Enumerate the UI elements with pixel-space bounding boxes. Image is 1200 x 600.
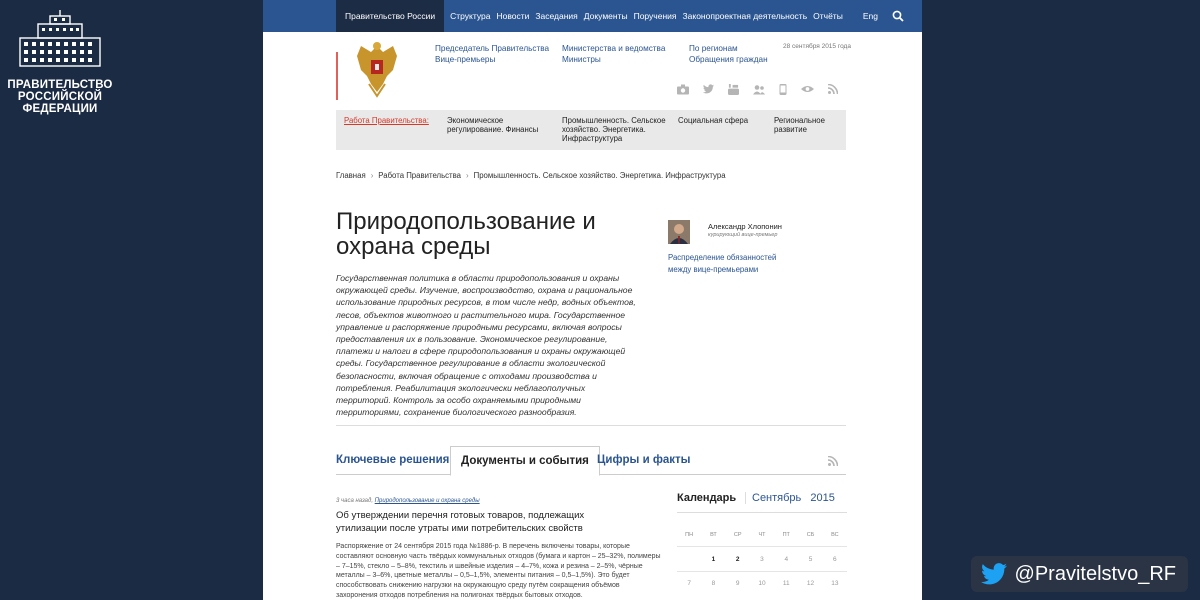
twitter-handle[interactable]: @Pravitelstvo_RF xyxy=(1014,562,1176,585)
website-page xyxy=(263,0,922,600)
nav-item-news[interactable]: Новости xyxy=(496,11,530,21)
secnav-industry[interactable]: Промышленность. Сельское хозяйство. Энергетика. Инфраструктура xyxy=(562,116,666,143)
calendar-day[interactable]: 5 xyxy=(808,556,813,563)
calendar-month-selector[interactable] xyxy=(745,492,835,504)
calendar-day[interactable]: 7 xyxy=(687,580,691,587)
social-icons xyxy=(677,84,838,95)
news-time: 3 часа назад, xyxy=(336,498,373,504)
language-switch[interactable]: Eng xyxy=(862,11,878,21)
rss-icon[interactable] xyxy=(828,84,838,94)
page-title: Природопользование и охрана среды xyxy=(336,208,596,260)
content-tabs xyxy=(336,446,846,475)
main-nav xyxy=(450,11,849,21)
camera-icon[interactable] xyxy=(677,84,689,95)
calendar-day[interactable]: 13 xyxy=(831,580,839,587)
calendar-weekdays xyxy=(677,532,847,538)
news-category-link[interactable]: Природопользование и охрана среды xyxy=(374,498,480,504)
chevron-right-icon: › xyxy=(466,171,469,180)
calendar-day[interactable]: 10 xyxy=(758,580,766,587)
secnav-economy[interactable]: Экономическое регулирование. Финансы xyxy=(447,116,539,134)
nav-item-documents[interactable]: Документы xyxy=(583,11,628,21)
current-date: 28 сентября 2015 года xyxy=(783,43,851,50)
curator-name[interactable]: Александр Хлопонин xyxy=(708,222,782,231)
weekday-fri: ПТ xyxy=(782,532,790,538)
secnav-regional[interactable]: Региональное развитие xyxy=(774,116,825,134)
calendar-day[interactable]: 6 xyxy=(833,556,837,563)
calendar-divider xyxy=(677,571,847,572)
twitter-badge xyxy=(971,556,1188,592)
weekday-tue: ВТ xyxy=(710,532,717,538)
brand-line-3: ФЕДЕРАЦИИ xyxy=(22,103,98,115)
rss-icon[interactable] xyxy=(828,456,838,466)
calendar-year[interactable]: 2015 xyxy=(810,492,835,504)
government-work-label[interactable]: Работа Правительства: xyxy=(344,116,429,125)
calendar-day[interactable]: 11 xyxy=(782,580,790,587)
curator-role: курирующий вице-премьер xyxy=(708,232,778,238)
breadcrumb-government-work[interactable]: Работа Правительства xyxy=(378,171,461,180)
twitter-bird-icon xyxy=(981,563,1007,585)
tab-key-decisions[interactable]: Ключевые решения xyxy=(336,454,450,466)
header-links-col-3 xyxy=(689,43,768,65)
page-description: Государственная политика в области природопользования и охраны окружающей среды. Изучение, воспроизводство, охрана и рациональное использование природных ресурсов, в том числе недр, водных объектов, лесов, объектов животного и растительного мира. Государственное управление и распоряжение природными ресурсами, включая вопросы предоставления их в пользование. Экономическое регулирование, платежи и налоги в сфере природопользования и охраны окружающей среды. Государственное регулирование в области экологической безопасности, включая обращение с отходами производства и потребления. Реабилитация экологически неблагополучных территорий. Контроль за особо охраняемыми природными территориями, сохранение биологического разнообразия. xyxy=(336,273,636,418)
calendar-title: Календарь xyxy=(677,492,737,504)
divider xyxy=(336,425,846,426)
tab-documents-events[interactable]: Документы и события xyxy=(450,446,600,476)
government-work-nav xyxy=(336,110,846,150)
weekday-sun: ВС xyxy=(831,532,839,538)
header-links-col-2 xyxy=(562,43,665,65)
calendar xyxy=(677,490,847,587)
link-citizen-appeals[interactable]: Обращения граждан xyxy=(689,55,768,64)
mobile-icon[interactable] xyxy=(779,84,787,95)
breadcrumb-home[interactable]: Главная xyxy=(336,171,366,180)
site-header xyxy=(263,32,922,112)
tab-facts-figures[interactable]: Цифры и факты xyxy=(597,454,691,466)
coat-of-arms-icon[interactable] xyxy=(353,40,401,98)
person-photo-icon xyxy=(668,220,690,244)
calendar-day[interactable]: 1 xyxy=(711,556,716,563)
link-ministries[interactable]: Министерства и ведомства xyxy=(562,44,666,53)
nav-item-structure[interactable]: Структура xyxy=(450,11,491,21)
calendar-divider xyxy=(677,546,847,547)
government-building-icon xyxy=(10,10,110,68)
link-chairman[interactable]: Председатель Правительства xyxy=(435,44,550,53)
weekday-thu: ЧТ xyxy=(758,532,766,538)
top-navigation-bar xyxy=(263,0,922,32)
weekday-mon: ПН xyxy=(685,532,694,538)
calendar-month[interactable]: Сентябрь xyxy=(752,492,802,504)
calendar-week-1 xyxy=(677,556,847,563)
accent-line xyxy=(336,52,338,100)
chevron-right-icon: › xyxy=(370,171,374,180)
brand-block xyxy=(0,0,120,115)
calendar-day[interactable]: 9 xyxy=(735,580,740,587)
calendar-header xyxy=(677,490,847,513)
calendar-week-2 xyxy=(677,580,847,587)
brand-line-2: РОССИЙСКОЙ xyxy=(17,91,103,103)
youtube-icon[interactable] xyxy=(728,84,739,95)
calendar-day[interactable]: 8 xyxy=(711,580,716,587)
nav-government-russia[interactable]: Правительство России xyxy=(336,0,444,32)
secnav-social[interactable]: Социальная сфера xyxy=(678,116,749,125)
community-icon[interactable] xyxy=(753,84,765,95)
news-text: Распоряжение от 24 сентября 2015 года №1886-р. В перечень включены товары, которые составляют основную часть твёрдых коммунальных отходов (бумага и картон – 25–32%, полимеры – 7–15%, стекло – 5–8%, текстиль и швейные изделия – 4–7%, кожа и резина – 2–5%, чёрные металлы – 3–6%, цветные металлы – 0,5–1,5%, элементы питания – 0,5–1,5%). Это будет способствовать снижению нагрузки на окружающую среду путём сокращения объёмов захоронения отходов потребления на полигонах твёрдых бытовых отходов. xyxy=(336,543,661,599)
nav-item-legislation[interactable]: Законопроектная деятельность xyxy=(682,11,808,21)
calendar-day xyxy=(677,556,701,563)
duties-distribution-text[interactable]: Распределение обязанностей между вице-премьерами xyxy=(668,253,777,274)
calendar-day[interactable]: 3 xyxy=(760,556,764,563)
calendar-day[interactable]: 12 xyxy=(806,580,815,587)
link-regions[interactable]: По регионам xyxy=(689,44,738,53)
twitter-icon[interactable] xyxy=(703,84,714,94)
curator-avatar[interactable] xyxy=(668,220,690,244)
news-title[interactable]: Об утверждении перечня готовых товаров, подлежащих утилизации после утраты ими потребительских свойств xyxy=(336,510,585,534)
search-icon[interactable] xyxy=(892,10,904,22)
calendar-day[interactable]: 4 xyxy=(784,556,789,563)
weekday-sat: СБ xyxy=(806,532,815,538)
nav-item-meetings[interactable]: Заседания xyxy=(535,11,578,21)
nav-item-instructions[interactable]: Поручения xyxy=(633,11,677,21)
nav-item-reports[interactable]: Отчёты xyxy=(813,11,843,21)
header-links-col-1 xyxy=(435,43,549,65)
breadcrumb-industry[interactable]: Промышленность. Сельское хозяйство. Энергетика. Инфраструктура xyxy=(473,171,726,180)
breadcrumb xyxy=(336,171,726,180)
duties-distribution-link[interactable] xyxy=(668,252,783,276)
link-ministers[interactable]: Министры xyxy=(562,55,601,64)
eye-icon[interactable] xyxy=(801,84,814,94)
link-vice-premiers[interactable]: Вице-премьеры xyxy=(435,55,496,64)
weekday-wed: СР xyxy=(733,532,742,538)
news-meta xyxy=(336,498,480,504)
calendar-day[interactable]: 2 xyxy=(735,556,740,563)
brand-line-1: ПРАВИТЕЛЬСТВО xyxy=(7,79,113,91)
